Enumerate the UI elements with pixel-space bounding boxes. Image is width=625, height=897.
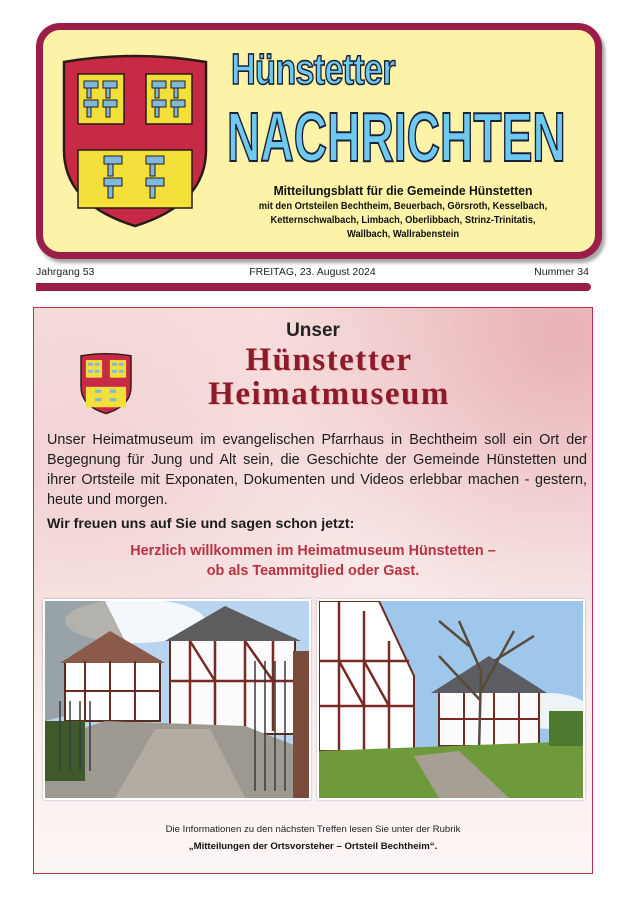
issue-volume: Jahrgang 53 xyxy=(36,266,95,278)
feature-kicker: Unser xyxy=(286,320,340,341)
masthead-districts xyxy=(231,200,575,242)
masthead-title-line1: Hünstetter xyxy=(231,45,395,94)
welcome-line: ob als Teammitglied oder Gast. xyxy=(206,563,420,579)
coat-of-arms-icon xyxy=(78,353,134,415)
masthead-subtitle: Mitteilungsblatt für die Gemeinde Hünstetten xyxy=(273,183,533,198)
masthead-divider xyxy=(36,283,591,291)
issue-number: Nummer 34 xyxy=(534,266,589,278)
half-timbered-house-tree-photo xyxy=(317,599,585,800)
districts-line: mit den Ortsteilen Bechtheim, Beuerbach, Görsroth, Kesselbach, xyxy=(258,201,548,212)
feature-info-line1: Die Informationen zu den nächsten Treffen lesen Sie unter der Rubrik xyxy=(165,824,461,835)
museum-feature-panel xyxy=(33,307,593,874)
half-timbered-courtyard-photo xyxy=(43,599,311,800)
masthead xyxy=(36,23,602,259)
districts-line: Ketternschwalbach, Limbach, Oberlibbach, Strinz-Trinitatis, xyxy=(270,215,536,226)
issue-date: FREITAG, 23. August 2024 xyxy=(249,266,376,278)
feature-invite: Wir freuen uns auf Sie und sagen schon jetzt: xyxy=(47,516,355,532)
masthead-title-line2: NACHRICHTEN xyxy=(227,98,566,176)
feature-welcome xyxy=(34,541,592,581)
feature-info-line2: „Mitteilungen der Ortsvorsteher – Ortsteil Bechtheim“. xyxy=(188,841,438,852)
districts-line: Wallbach, Wallrabenstein xyxy=(346,229,460,240)
welcome-line: Herzlich willkommen im Heimatmuseum Hünstetten – xyxy=(130,543,496,559)
feature-heading-line1: Hünstetter xyxy=(245,342,413,378)
feature-heading-line2: Heimatmuseum xyxy=(208,376,450,412)
feature-body: Unser Heimatmuseum im evangelischen Pfarrhaus in Bechtheim soll ein Ort der Begegnung für Jung und Alt sein, die Geschichte der Gemeinde Hünstetten und ihrer Ortsteile mit Exponaten, Dokumenten und Videos erlebbar machen - gestern, heute und morgen. xyxy=(47,432,587,508)
coat-of-arms-icon xyxy=(60,54,210,230)
